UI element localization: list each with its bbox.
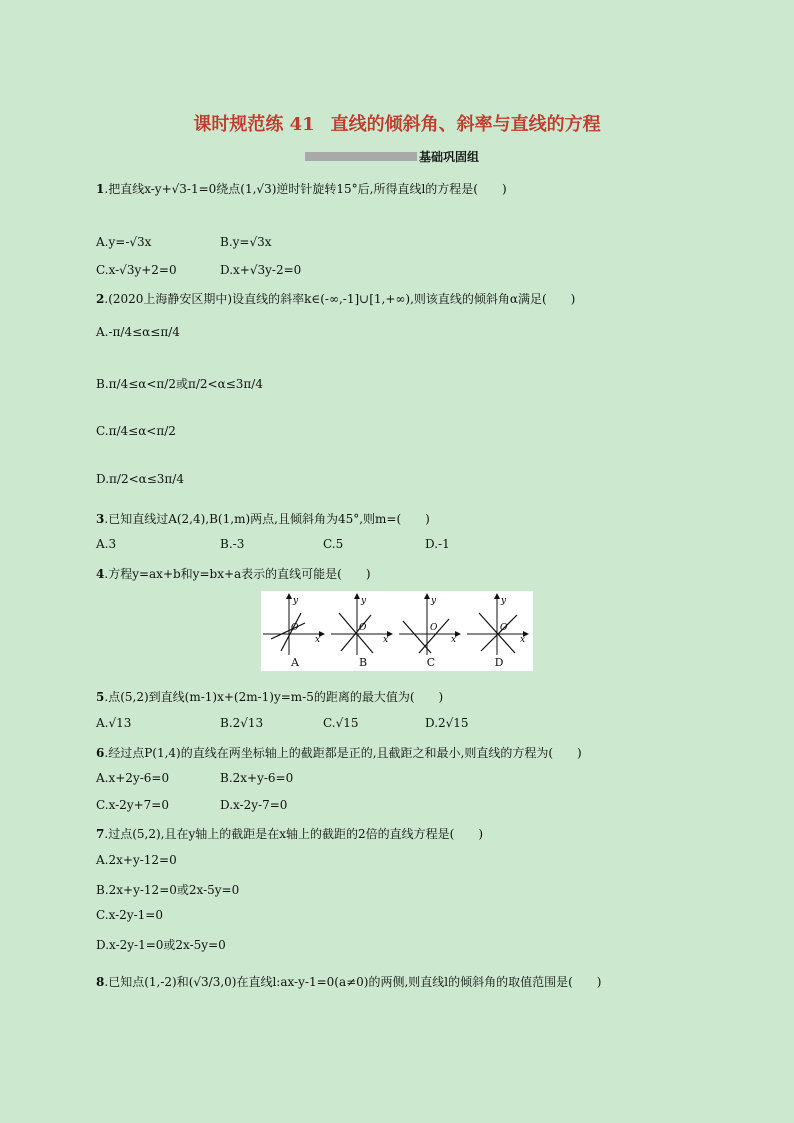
graph-a-origin: O: [291, 623, 299, 633]
q3-option-d: D.-1: [425, 537, 450, 551]
q1-stem: 把直线x-y+√3-1=0绕点(1,√3)逆时针旋转15°后,所得直线l的方程是( ): [108, 182, 507, 196]
q2-option-b: B.π/4≤α<π/2或π/2<α≤3π/4: [96, 377, 263, 391]
graph-b-figure: [329, 591, 397, 657]
q5-option-a: A.√13: [96, 716, 132, 730]
question-5: 5.点(5,2)到直线(m-1)x+(2m-1)y=m-5的距离的最大值为( ): [96, 690, 444, 704]
q6-option-d: D.x-2y-7=0: [220, 798, 288, 812]
graph-d-x-label: x: [520, 635, 526, 645]
q4-graphs: [261, 591, 533, 671]
q3-stem: 已知直线过A(2,4),B(1,m)两点,且倾斜角为45°,则m=( ): [108, 512, 430, 526]
q7-option-c: C.x-2y-1=0: [96, 908, 163, 922]
q7-stem: 过点(5,2),且在y轴上的截距是在x轴上的截距的2倍的直线方程是( ): [108, 827, 483, 841]
q6-option-a: A.x+2y-6=0: [96, 771, 170, 785]
q3-option-b: B.-3: [220, 537, 245, 551]
q5-option-d: D.2√15: [425, 716, 469, 730]
graph-b-label: B: [358, 656, 368, 669]
title-part1: 课时规范练 41: [193, 114, 315, 135]
q2-option-c: C.π/4≤α<π/2: [96, 424, 176, 438]
q6-option-b: B.2x+y-6=0: [220, 771, 294, 785]
q6-number: 6: [96, 746, 105, 760]
graph-b-y-label: y: [361, 596, 367, 606]
graph-b-origin: O: [359, 623, 367, 633]
q2-option-d: D.π/2<α≤3π/4: [96, 472, 184, 486]
q4-number: 4: [96, 567, 105, 581]
q1-number: 1: [96, 182, 105, 196]
q4-graph-a: [261, 591, 329, 671]
graph-d-label: D: [494, 656, 504, 669]
q1-option-a: A.y=-√3x: [96, 235, 152, 249]
graph-c-origin: O: [430, 623, 438, 633]
question-6: 6.经过点P(1,4)的直线在两坐标轴上的截距都是正的,且截距之和最小,则直线的方程为( ): [96, 746, 582, 760]
graph-a-figure: [261, 591, 329, 657]
q3-number: 3: [96, 512, 105, 526]
group-label: 基础巩固组: [419, 150, 480, 164]
question-2: 2.(2020上海静安区期中)设直线的斜率k∈(-∞,-1]∪[1,+∞),则该直线的倾斜角α满足( ): [96, 292, 576, 306]
q4-graph-d: [465, 591, 533, 671]
q2-option-a: A.-π/4≤α≤π/4: [96, 325, 180, 339]
q7-option-a: A.2x+y-12=0: [96, 853, 177, 867]
question-4: 4.方程y=ax+b和y=bx+a表示的直线可能是( ): [96, 567, 371, 581]
q2-stem: 设直线的斜率k∈(-∞,-1]∪[1,+∞),则该直线的倾斜角α满足( ): [232, 292, 576, 306]
graph-c-figure: [397, 591, 465, 657]
graph-d-y-label: y: [501, 596, 507, 606]
q4-graph-b: [329, 591, 397, 671]
q1-option-b: B.y=√3x: [220, 235, 272, 249]
q4-graph-c: [397, 591, 465, 671]
q4-stem: 方程y=ax+b和y=bx+a表示的直线可能是( ): [108, 567, 371, 581]
q2-source: (2020上海静安区期中): [108, 292, 233, 306]
q7-option-b: B.2x+y-12=0或2x-5y=0: [96, 883, 240, 897]
graph-c-y-label: y: [431, 596, 437, 606]
question-8: 8.已知点(1,-2)和(√3/3,0)在直线l:ax-y-1=0(a≠0)的两侧,则直线l的倾斜角的取值范围是( ): [96, 975, 602, 989]
question-1: 1.把直线x-y+√3-1=0绕点(1,√3)逆时针旋转15°后,所得直线l的方程是( ): [96, 182, 507, 196]
q5-option-c: C.√15: [323, 716, 359, 730]
q5-option-b: B.2√13: [220, 716, 264, 730]
group-bar: [305, 152, 417, 161]
q5-stem: 点(5,2)到直线(m-1)x+(2m-1)y=m-5的距离的最大值为( ): [108, 690, 444, 704]
q8-number: 8: [96, 975, 105, 989]
q3-option-c: C.5: [323, 537, 344, 551]
graph-b-x-label: x: [383, 635, 389, 645]
q6-option-c: C.x-2y+7=0: [96, 798, 169, 812]
q5-number: 5: [96, 690, 105, 704]
q7-number: 7: [96, 827, 105, 841]
q1-option-d: D.x+√3y-2=0: [220, 263, 302, 277]
graph-c-x-label: x: [451, 635, 457, 645]
graph-a-label: A: [291, 656, 299, 669]
q1-option-c: C.x-√3y+2=0: [96, 263, 177, 277]
question-3: 3.已知直线过A(2,4),B(1,m)两点,且倾斜角为45°,则m=( ): [96, 512, 430, 526]
question-7: 7.过点(5,2),且在y轴上的截距是在x轴上的截距的2倍的直线方程是( ): [96, 827, 483, 841]
title-part2: 直线的倾斜角、斜率与直线的方程: [330, 114, 601, 135]
q6-stem: 经过点P(1,4)的直线在两坐标轴上的截距都是正的,且截距之和最小,则直线的方程为( ): [108, 746, 582, 760]
q7-option-d: D.x-2y-1=0或2x-5y=0: [96, 938, 226, 952]
q3-option-a: A.3: [96, 537, 117, 551]
graph-a-x-label: x: [315, 635, 321, 645]
q2-number: 2: [96, 292, 105, 306]
graph-c-label: C: [426, 656, 436, 669]
graph-a-y-label: y: [293, 596, 299, 606]
graph-d-origin: O: [500, 623, 508, 633]
q8-stem: 已知点(1,-2)和(√3/3,0)在直线l:ax-y-1=0(a≠0)的两侧,则直线l的倾斜角的取值范围是( ): [108, 975, 602, 989]
page-title: [0, 110, 794, 136]
graph-d-figure: [465, 591, 533, 657]
